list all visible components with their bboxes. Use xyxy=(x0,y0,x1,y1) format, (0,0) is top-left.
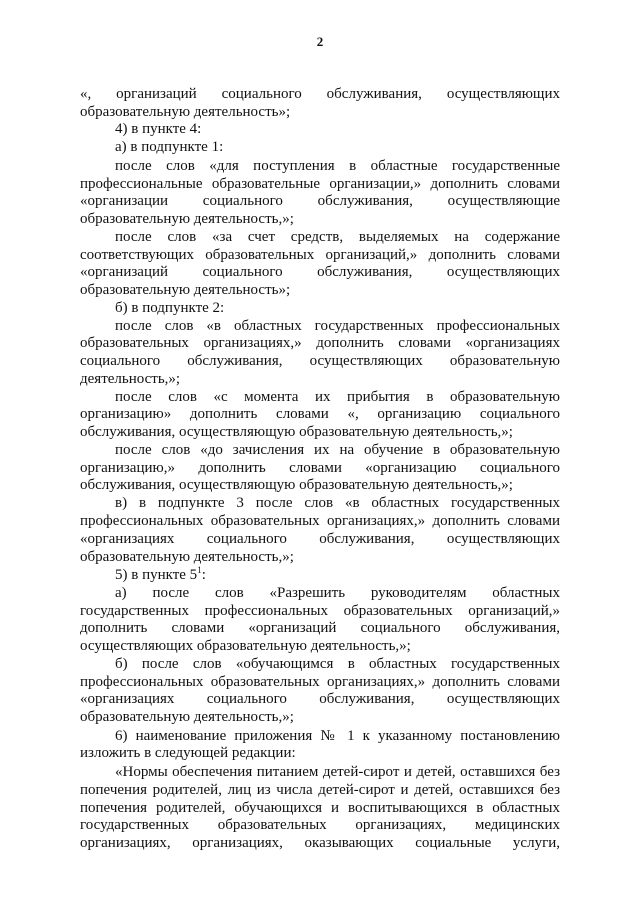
text-line: профессиональных образовательных организациях,» дополнить словами xyxy=(80,513,560,529)
text-line: попечения родителей, лиц из числа детей-сирот и детей, оставшихся без xyxy=(80,782,560,798)
text-line: государственных образовательных организациях, медицинских xyxy=(80,817,560,833)
text-line: попечения родителей, обучающихся и воспитывающихся в областных xyxy=(80,800,560,816)
text-line: после слов «для поступления в областные государственные xyxy=(115,158,560,174)
text-line: профессиональные образовательные организации,» дополнить словами xyxy=(80,176,560,192)
page-number: 2 xyxy=(316,34,324,49)
text-line: б) после слов «обучающимся в областных государственных xyxy=(115,656,560,672)
text-line: 5) в пункте $5^1$: xyxy=(115,565,206,583)
text-line: «организации социального обслуживания, осуществляющие xyxy=(80,193,560,209)
text-line: а) в подпункте 1: xyxy=(115,139,224,155)
text-line: образовательную деятельность»; xyxy=(80,282,291,298)
text-line: деятельность,»; xyxy=(80,371,181,387)
text-line: осуществляющих образовательную деятельность,»; xyxy=(80,638,411,654)
text-line: профессиональных образовательных организациях,» дополнить словами xyxy=(80,674,560,690)
text-line: государственных профессиональных образовательных организаций,» xyxy=(80,603,560,619)
text-line: «Нормы обеспечения питанием детей-сирот и детей, оставшихся без xyxy=(115,764,560,780)
text-line: после слов «до зачисления их на обучение в образовательную xyxy=(115,442,560,458)
text-line: организациях, организациях, оказывающих социальные услуги, xyxy=(80,835,560,851)
text-line: «организаций социального обслуживания, осуществляющих xyxy=(80,264,560,280)
text-line: образовательную деятельность,»; xyxy=(80,709,294,725)
text-line: обслуживания, осуществляющую образовательную деятельность,»; xyxy=(80,477,513,493)
text-line: обслуживания, осуществляющую образовательную деятельность,»; xyxy=(80,424,513,440)
text-line: «организациях социального обслуживания, осуществляющих xyxy=(80,531,560,547)
text-line: «организациях социального обслуживания, осуществляющих xyxy=(80,691,560,707)
text-line: в) в подпункте 3 после слов «в областных государственных xyxy=(115,495,560,511)
text-line: 6) наименование приложения № 1 к указанному постановлению xyxy=(115,728,560,744)
text-line: образовательную деятельность»; xyxy=(80,104,291,120)
text-line: дополнить словами «организаций социального обслуживания, xyxy=(80,620,560,636)
text-line: изложить в следующей редакции: xyxy=(80,745,296,761)
text-line: а) после слов «Разрешить руководителям областных xyxy=(115,585,560,601)
text-line: соответствующих образовательных организаций,» дополнить словами xyxy=(80,247,560,263)
text-line: б) в подпункте 2: xyxy=(115,300,225,316)
text-line: после слов «за счет средств, выделяемых на содержание xyxy=(115,229,560,245)
text-line: после слов «с момента их прибытия в образовательную xyxy=(115,389,560,405)
text-line: «, организаций социального обслуживания, осуществляющих xyxy=(80,86,560,102)
text-line: социального обслуживания, осуществляющих образовательную xyxy=(80,353,560,369)
text-line: 4) в пункте 4: xyxy=(115,121,202,137)
text-line: образовательных организациях,» дополнить словами «организациях xyxy=(80,335,560,351)
text-line: образовательную деятельность,»; xyxy=(80,549,294,565)
text-line: организацию,» дополнить словами «организацию социального xyxy=(80,460,560,476)
text-line: организацию» дополнить словами «, организацию социального xyxy=(80,406,560,422)
text-line: после слов «в областных государственных профессиональных xyxy=(115,318,560,334)
text-line: образовательную деятельность,»; xyxy=(80,211,294,227)
